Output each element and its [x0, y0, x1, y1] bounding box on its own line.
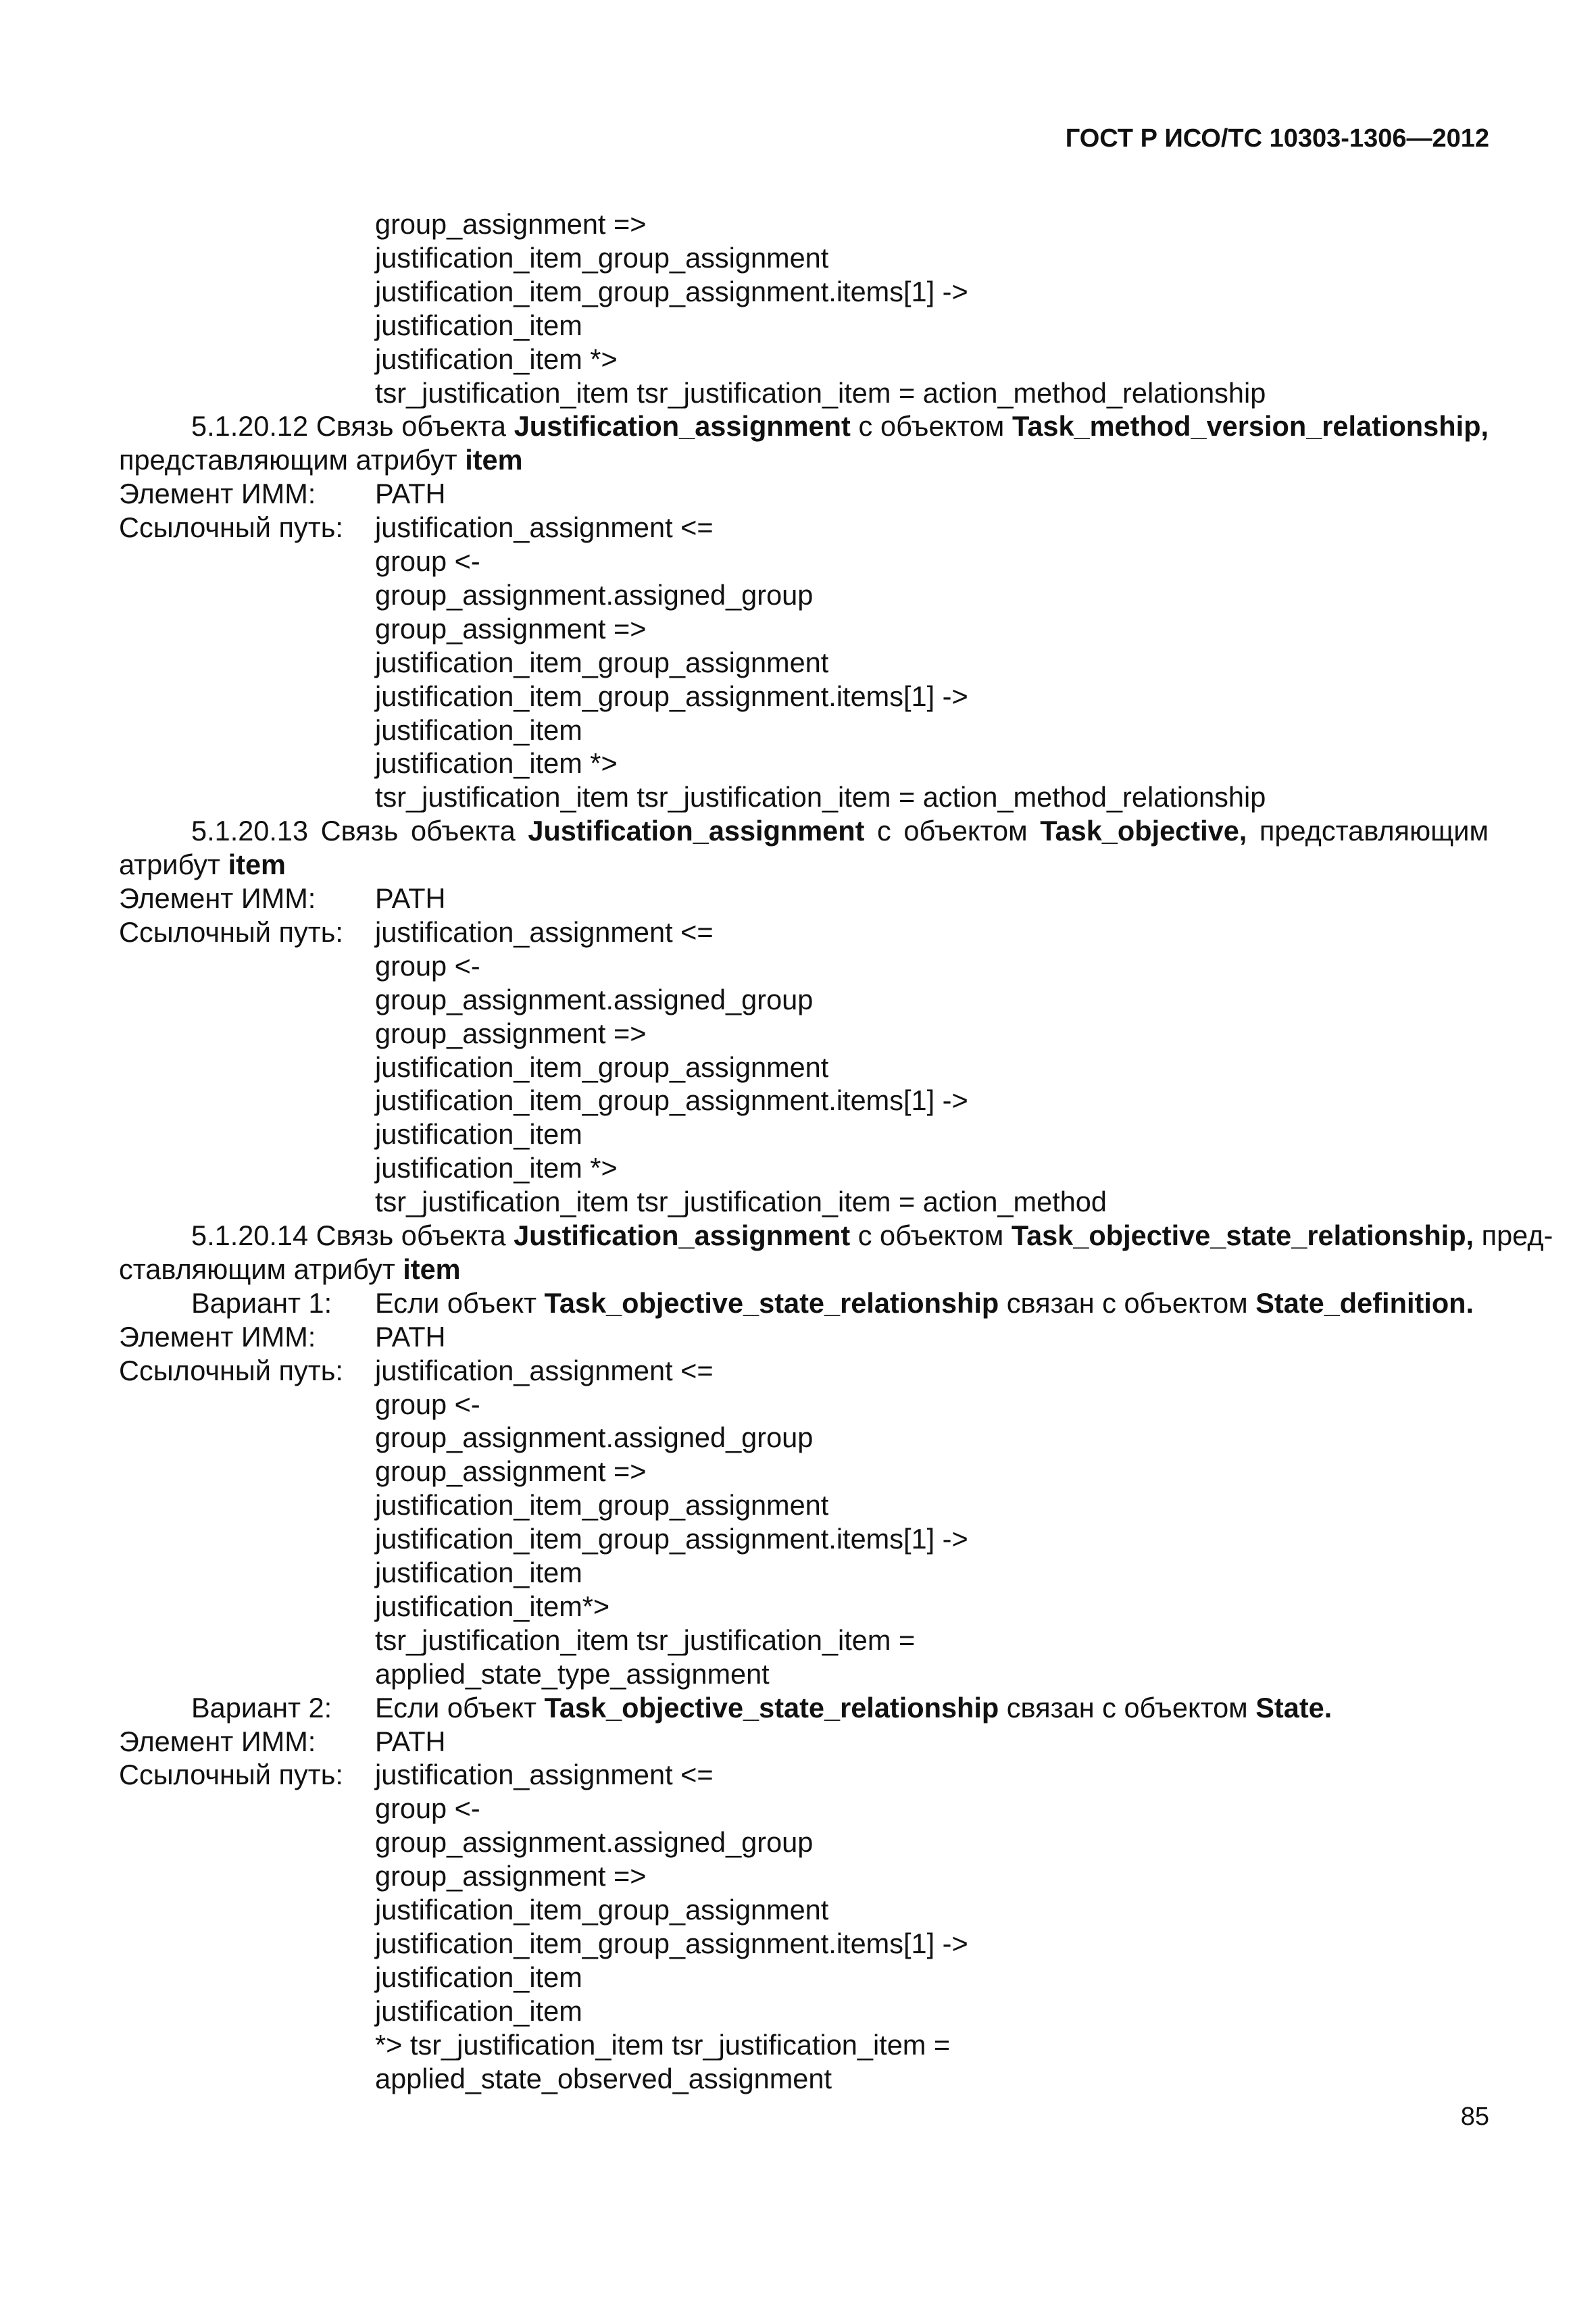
text-segment: justification_item_group_assignment.items[1] -> [375, 1927, 968, 1959]
reference-path-line [375, 1859, 646, 1892]
text-segment: justification_assignment <= [375, 915, 714, 948]
reference-path-line [375, 949, 480, 982]
bold-term: Task_objective_state_relationship [544, 1691, 999, 1724]
section-heading-line [191, 1219, 1553, 1252]
text-segment: justification_item [375, 1557, 582, 1588]
text-segment: Ссылочный путь: [119, 511, 343, 544]
text-segment: Элемент ИММ: [119, 882, 316, 914]
field-label-line [119, 848, 286, 881]
reference-path-line [375, 275, 968, 308]
reference-path-line [375, 1792, 480, 1825]
reference-path-line [375, 983, 813, 1016]
reference-path-line [375, 612, 646, 645]
field-value [375, 1354, 714, 1387]
document-code-header: ГОСТ Р ИСО/ТС 10303-1306—2012 [1065, 124, 1489, 153]
text-segment: justification_item_group_assignment.items[1] -> [375, 680, 968, 712]
reference-path-line [375, 747, 618, 780]
reference-path-line [375, 1590, 609, 1623]
section-heading-line [191, 814, 1489, 847]
page-number: 85 [1460, 2103, 1489, 2131]
reference-path-line [375, 1388, 480, 1421]
text-segment: group_assignment => [375, 1455, 647, 1488]
field-label-line [119, 882, 316, 915]
field-value [375, 882, 446, 915]
text-segment: 5.1.20.14 Связь объекта [191, 1219, 514, 1251]
reference-path-line [375, 1961, 582, 1994]
text-segment: с объектом [850, 1219, 1012, 1251]
reference-path-line [375, 1522, 968, 1555]
reference-path-line [375, 780, 1266, 813]
field-label-line [119, 1253, 461, 1286]
reference-path-line [375, 1624, 915, 1657]
text-segment: PATH [375, 1320, 446, 1353]
text-segment: justification_item [375, 1118, 582, 1151]
text-segment: ставляющим атрибут [119, 1253, 403, 1285]
bold-term: Justification_assignment [514, 1219, 851, 1251]
reference-path-line [375, 343, 618, 376]
text-segment: justification_item *> [375, 343, 618, 375]
text-segment: с объектом [864, 815, 1041, 847]
reference-path-line [375, 1556, 582, 1589]
reference-path-line [375, 1084, 968, 1117]
reference-path-line [375, 1994, 582, 2028]
text-segment: justification_item [375, 1994, 582, 2027]
text-segment: justification_item_group_assignment [375, 241, 829, 274]
text-segment: justification_item_group_assignment [375, 1051, 829, 1083]
text-segment: group_assignment => [375, 1860, 647, 1892]
text-segment: justification_item *> [375, 747, 618, 780]
field-value [375, 1758, 714, 1791]
reference-path-line [375, 2028, 950, 2061]
text-segment: PATH [375, 1725, 446, 1757]
text-segment: tsr_justification_item tsr_justification_item = action_method [375, 1186, 1107, 1218]
field-value [375, 1725, 446, 1758]
text-segment: applied_state_type_assignment [375, 1657, 770, 1690]
reference-path-line [375, 241, 828, 274]
text-segment: group <- [375, 1388, 480, 1420]
text-segment: justification_item*> [375, 1590, 610, 1622]
text-segment: Ссылочный путь: [119, 1759, 343, 1791]
bold-term: State_definition. [1255, 1286, 1474, 1319]
text-segment: justification_item [375, 1961, 582, 1993]
bold-term: Task_objective, [1040, 815, 1247, 847]
text-segment: PATH [375, 882, 446, 914]
field-value [375, 477, 446, 510]
text-segment: PATH [375, 478, 446, 510]
text-segment: Вариант 2: [191, 1691, 332, 1724]
reference-path-line [375, 1826, 813, 1859]
text-segment: 5.1.20.13 Связь объекта [191, 815, 528, 847]
text-segment: Вариант 1: [191, 1286, 332, 1319]
text-segment: tsr_justification_item tsr_justification_item = action_method_relationship [375, 376, 1266, 409]
field-value [375, 1320, 446, 1353]
bold-term: Justification_assignment [514, 410, 851, 443]
text-segment: justification_item_group_assignment.items[1] -> [375, 1523, 968, 1555]
field-label-line [119, 511, 343, 544]
field-value [375, 1691, 1332, 1724]
text-segment: tsr_justification_item tsr_justification_item = [375, 1624, 916, 1656]
field-value [375, 511, 714, 544]
text-segment: group <- [375, 1792, 480, 1825]
text-segment: group <- [375, 545, 480, 577]
text-segment: justification_assignment <= [375, 511, 714, 544]
text-segment: group_assignment => [375, 208, 647, 240]
text-segment: group_assignment => [375, 1017, 647, 1049]
bold-term: Task_method_version_relationship, [1012, 410, 1489, 443]
bold-term: State. [1255, 1691, 1332, 1724]
text-segment: group_assignment.assigned_group [375, 578, 814, 611]
reference-path-line [375, 1185, 1107, 1218]
reference-path-line [375, 1657, 770, 1690]
bold-term: Justification_assignment [528, 815, 865, 847]
reference-path-line [375, 1893, 828, 1926]
field-value [375, 915, 714, 949]
bold-term: Task_objective_state_relationship [544, 1286, 999, 1319]
text-segment: justification_item_group_assignment [375, 646, 829, 678]
text-segment: Элемент ИММ: [119, 1320, 316, 1353]
field-label-line [119, 1320, 316, 1353]
text-segment: связан с объектом [999, 1286, 1256, 1319]
field-label-line [191, 1691, 332, 1724]
text-segment: представляющим [1247, 815, 1489, 847]
text-segment: Если объект [375, 1691, 545, 1724]
text-segment: justification_item_group_assignment.items[1] -> [375, 275, 968, 307]
text-segment: group <- [375, 949, 480, 982]
text-segment: Ссылочный путь: [119, 915, 343, 948]
reference-path-line [375, 1017, 646, 1050]
field-label-line [119, 477, 316, 510]
text-segment: Ссылочный путь: [119, 1354, 343, 1386]
text-segment: justification_item [375, 713, 582, 746]
reference-path-line [375, 376, 1266, 409]
text-segment: group_assignment.assigned_group [375, 1422, 814, 1454]
text-segment: justification_item_group_assignment.items[1] -> [375, 1084, 968, 1117]
reference-path-line [375, 1488, 828, 1521]
text-segment: group_assignment.assigned_group [375, 983, 814, 1015]
field-label-line [191, 1286, 332, 1319]
bold-term: Task_objective_state_relationship, [1011, 1219, 1474, 1251]
reference-path-line [375, 713, 582, 747]
text-segment: justification_item_group_assignment [375, 1894, 829, 1926]
text-segment: justification_assignment <= [375, 1759, 714, 1791]
field-label-line [119, 1354, 343, 1387]
reference-path-line [375, 2062, 832, 2095]
text-segment: с объектом [850, 410, 1013, 443]
reference-path-line [375, 1421, 813, 1454]
text-segment: представляющим атрибут [119, 444, 466, 476]
reference-path-line [375, 680, 968, 713]
reference-path-line [375, 646, 828, 679]
reference-path-line [375, 1117, 582, 1151]
reference-path-line [375, 1151, 618, 1184]
reference-path-line [375, 1051, 828, 1084]
bold-term: item [228, 849, 286, 881]
text-segment: justification_item_group_assignment [375, 1489, 829, 1521]
text-segment: applied_state_observed_assignment [375, 2062, 832, 2094]
field-label-line [119, 443, 523, 476]
text-segment: Элемент ИММ: [119, 1725, 316, 1757]
field-label-line [119, 915, 343, 949]
text-segment: justification_item *> [375, 1152, 618, 1184]
reference-path-line [375, 1455, 646, 1488]
reference-path-line [375, 1927, 968, 1960]
text-segment: Если объект [375, 1286, 545, 1319]
text-segment: *> tsr_justification_item tsr_justification_item = [375, 2028, 951, 2061]
section-heading-line [191, 409, 1489, 443]
text-segment: justification_assignment <= [375, 1354, 714, 1386]
text-segment: tsr_justification_item tsr_justification_item = action_method_relationship [375, 781, 1266, 813]
text-segment: Элемент ИММ: [119, 478, 316, 510]
text-segment: group_assignment => [375, 612, 647, 645]
field-label-line [119, 1725, 316, 1758]
field-value [375, 1286, 1474, 1319]
reference-path-line [375, 545, 480, 578]
reference-path-line [375, 207, 646, 241]
text-segment: justification_item [375, 309, 582, 341]
text-segment: связан с объектом [999, 1691, 1256, 1724]
text-segment: атрибут [119, 849, 228, 881]
bold-term: item [465, 444, 523, 476]
text-segment: пред- [1474, 1219, 1553, 1251]
field-label-line [119, 1758, 343, 1791]
bold-term: item [403, 1253, 461, 1285]
reference-path-line [375, 309, 582, 342]
text-segment: group_assignment.assigned_group [375, 1826, 814, 1859]
reference-path-line [375, 578, 813, 611]
text-segment: 5.1.20.12 Связь объекта [191, 410, 514, 443]
